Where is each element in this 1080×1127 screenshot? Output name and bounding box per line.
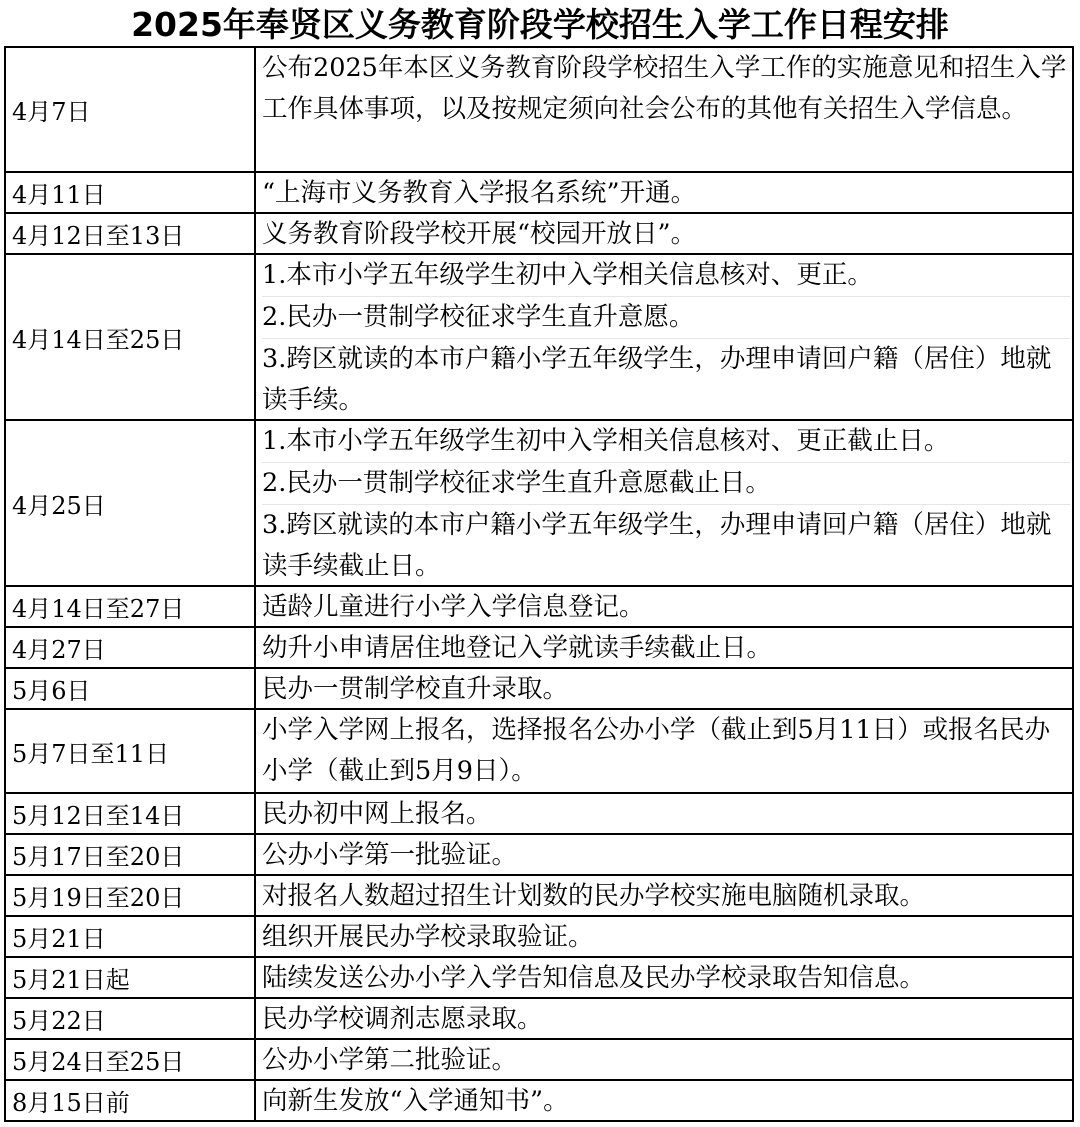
- date-cell: 4月7日: [6, 48, 256, 173]
- content-item: 3.跨区就读的本市户籍小学五年级学生，办理申请回户籍（居住）地就读手续。: [262, 344, 1052, 415]
- content-text: 公办小学第二批验证。: [262, 1045, 518, 1075]
- content-cell: [256, 669, 1074, 710]
- content-cell: [256, 421, 1074, 587]
- date-cell: 5月12日至14日: [6, 794, 256, 835]
- date-cell: 4月14日至25日: [6, 255, 256, 421]
- content-text: 民办一贯制学校直升录取。: [262, 674, 569, 704]
- content-cell: [256, 710, 1074, 794]
- content-cell: [256, 255, 1074, 421]
- content-cell: [256, 876, 1074, 917]
- content-cell: [256, 999, 1074, 1040]
- content-cell: [256, 1081, 1074, 1122]
- date-cell: 4月25日: [6, 421, 256, 587]
- content-text: 适龄儿童进行小学入学信息登记。: [262, 592, 645, 622]
- date-cell: 5月21日: [6, 917, 256, 958]
- content-text: 向新生发放“入学通知书”。: [262, 1086, 569, 1116]
- content-cell: [256, 917, 1074, 958]
- schedule-table: [4, 46, 1074, 1122]
- content-cell: [256, 214, 1074, 255]
- date-cell: 5月21日起: [6, 958, 256, 999]
- content-text: 幼升小申请居住地登记入学就读手续截止日。: [262, 633, 773, 663]
- page-title: 2025年奉贤区义务教育阶段学校招生入学工作日程安排: [131, 5, 949, 44]
- content-text: 民办学校调剂志愿录取。: [262, 1004, 543, 1034]
- date-cell: 5月19日至20日: [6, 876, 256, 917]
- date-cell: 4月11日: [6, 173, 256, 214]
- date-cell: 4月27日: [6, 628, 256, 669]
- date-cell: 5月6日: [6, 669, 256, 710]
- content-cell: [256, 173, 1074, 214]
- content-cell: [256, 48, 1074, 173]
- content-cell: [256, 587, 1074, 628]
- date-cell: 8月15日前: [6, 1081, 256, 1122]
- date-cell: 5月22日: [6, 999, 256, 1040]
- content-cell: [256, 628, 1074, 669]
- content-text: 公布2025年本区义务教育阶段学校招生入学工作的实施意见和招生入学工作具体事项，以及按规定须向社会公布的其他有关招生入学信息。: [262, 53, 1067, 124]
- content-item: 1.本市小学五年级学生初中入学相关信息核对、更正。: [262, 255, 1070, 297]
- content-text: “上海市义务教育入学报名系统”开通。: [262, 178, 697, 208]
- content-item: 2.民办一贯制学校征求学生直升意愿截止日。: [262, 463, 1070, 505]
- content-cell: [256, 1040, 1074, 1081]
- content-cell: [256, 958, 1074, 999]
- content-item: 3.跨区就读的本市户籍小学五年级学生，办理申请回户籍（居住）地就读手续截止日。: [262, 510, 1052, 581]
- content-text: 小学入学网上报名，选择报名公办小学（截止到5月11日）或报名民办小学（截止到5月9日）。: [262, 715, 1051, 786]
- content-text: 公办小学第一批验证。: [262, 840, 518, 870]
- content-item: 2.民办一贯制学校征求学生直升意愿。: [262, 297, 1070, 339]
- content-cell: [256, 835, 1074, 876]
- content-text: 组织开展民办学校录取验证。: [262, 922, 594, 952]
- content-text: 对报名人数超过招生计划数的民办学校实施电脑随机录取。: [262, 881, 926, 911]
- date-cell: 5月24日至25日: [6, 1040, 256, 1081]
- content-cell: [256, 794, 1074, 835]
- date-cell: 5月17日至20日: [6, 835, 256, 876]
- content-text: 民办初中网上报名。: [262, 799, 492, 829]
- content-text: 义务教育阶段学校开展“校园开放日”。: [262, 219, 697, 249]
- content-text: 陆续发送公办小学入学告知信息及民办学校录取告知信息。: [262, 963, 926, 993]
- content-item: 1.本市小学五年级学生初中入学相关信息核对、更正截止日。: [262, 421, 1070, 463]
- date-cell: 4月14日至27日: [6, 587, 256, 628]
- date-cell: 5月7日至11日: [6, 710, 256, 794]
- date-cell: 4月12日至13日: [6, 214, 256, 255]
